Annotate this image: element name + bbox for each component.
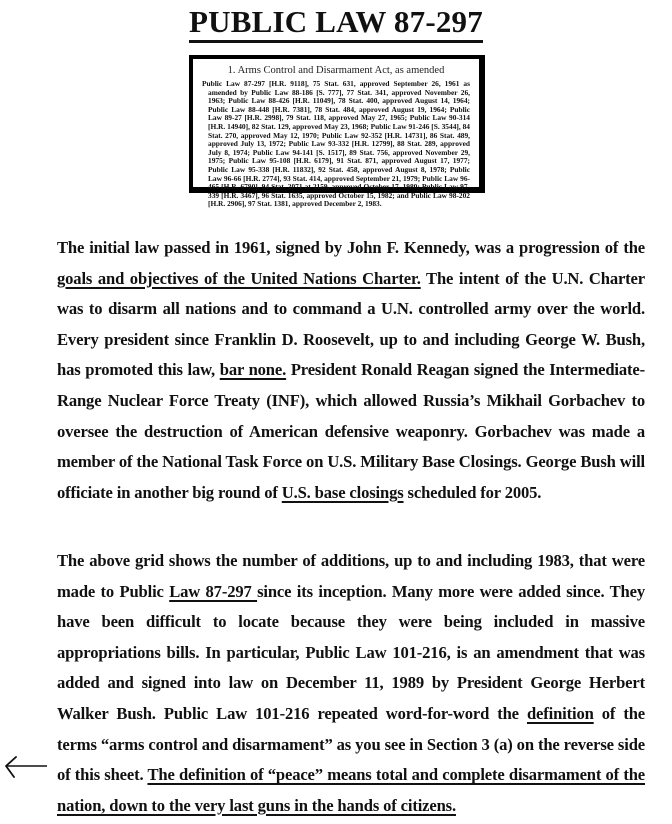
- page-title-text: PUBLIC LAW 87-297: [189, 4, 483, 43]
- p1-text-1: The initial law passed in 1961, signed by John F. Kennedy, was a progression of the: [57, 238, 645, 257]
- page-title: [0, 4, 672, 43]
- p1-underline-un-charter: goals and objectives of the United Nations Charter.: [57, 268, 421, 288]
- inset-box-heading: 1. Arms Control and Disarmament Act, as amended: [227, 65, 445, 76]
- p1-text-2: The intent of the U.N. Charter was to disarm all nations and to command a U.N. controlled army over the world. Every president since Franklin D. Roosevelt, up to and including George W. Bush, has promoted this law,: [57, 268, 645, 380]
- p2-text-1: The above grid shows the number of additions, up to and including 1983, that were made to Public: [57, 551, 645, 601]
- left-arrow-icon: [4, 754, 48, 780]
- p2-underline-definition: definition: [526, 703, 594, 723]
- paragraph-additions: [57, 546, 645, 821]
- p1-text-4: scheduled for 2005.: [403, 482, 542, 502]
- p1-underline-base-closings: U.S. base closings: [281, 482, 404, 502]
- paragraph-initial-law: [57, 233, 645, 508]
- p2-text-2: since its inception. Many more were added since. They have been difficult to locate because they were being included in massive appropriations bills. In particular, Public Law 101-216, is an amendment that was added and signed into law on December 11, 1989 by President George Herbert Walker Bush. Public Law 101-216 repeated word-for-word the: [57, 581, 645, 723]
- inset-box-body: Public Law 87-297 [H.R. 9118], 75 Stat. 631, approved September 26, 1961 as amended by Public Law 88-186 [S. 777], 77 Stat. 341, approved November 26, 1963; Public Law 88-426 [H.R. 11049], 78 Stat. 400, approved August 14, 1964; Public Law 88-448 [H.R. 7381], 78 Stat. 484, approved August 19, 1964; Public Law 89-27 [H.R. 2998], 79 Stat. 118, approved May 27, 1965; Public Law 90-314 [H.R. 14940], 82 Stat. 129, approved May 23, 1968; Public Law 91-246 [S. 3544], 84 Stat. 270, approved May 12, 1970; Public Law 92-352 [H.R. 14731], 86 Stat. 489, approved July 13, 1972; Public Law 93-332 [H.R. 12799], 88 Stat. 289, approved July 8, 1974; Public Law 94-141 [S. 1517], 89 Stat. 756, approved November 29, 1975; Public Law 95-108 [H.R. 6179], 91 Stat. 871, approved August 17, 1977; Public Law 95-338 [H.R. 11832], 92 Stat. 458, approved August 8, 1978; Public Law 96-66 [H.R. 2774], 93 Stat. 414, approved September 21, 1979; Public Law 96-465 [H.R. 6790], 94 Stat. 2071 at 2159, approved October 17, 1980; Public Law 97-339 [H.R. 3467], 96 Stat. 1635, approved October 15, 1982; and Public Law 98-202 [H.R. 2906], 97 Stat. 1381, approved December 2, 1983.: [202, 79, 470, 209]
- p2-underline-peace-definition: The definition of “peace” means total and complete disarmament of the nation, down to the very last guns in the hands of citizens.: [57, 765, 645, 815]
- amendments-inset-box: [189, 55, 485, 209]
- p1-underline-bar-none: bar none.: [219, 360, 287, 380]
- p2-underline-law-87-297: Law 87-297: [169, 581, 258, 601]
- p2-text-3: of the terms “arms control and disarmament” as you see in Section 3 (a) on the reverse side of this sheet.: [57, 703, 645, 785]
- p1-text-3: President Ronald Reagan signed the Intermediate-Range Nuclear Force Treaty (INF), which allowed Russia’s Mikhail Gorbachev to oversee the destruction of American defensive weaponry. Gorbachev was made a member of the National Task Force on U.S. Military Base Closings. George Bush will officiate in another big round of: [57, 360, 645, 502]
